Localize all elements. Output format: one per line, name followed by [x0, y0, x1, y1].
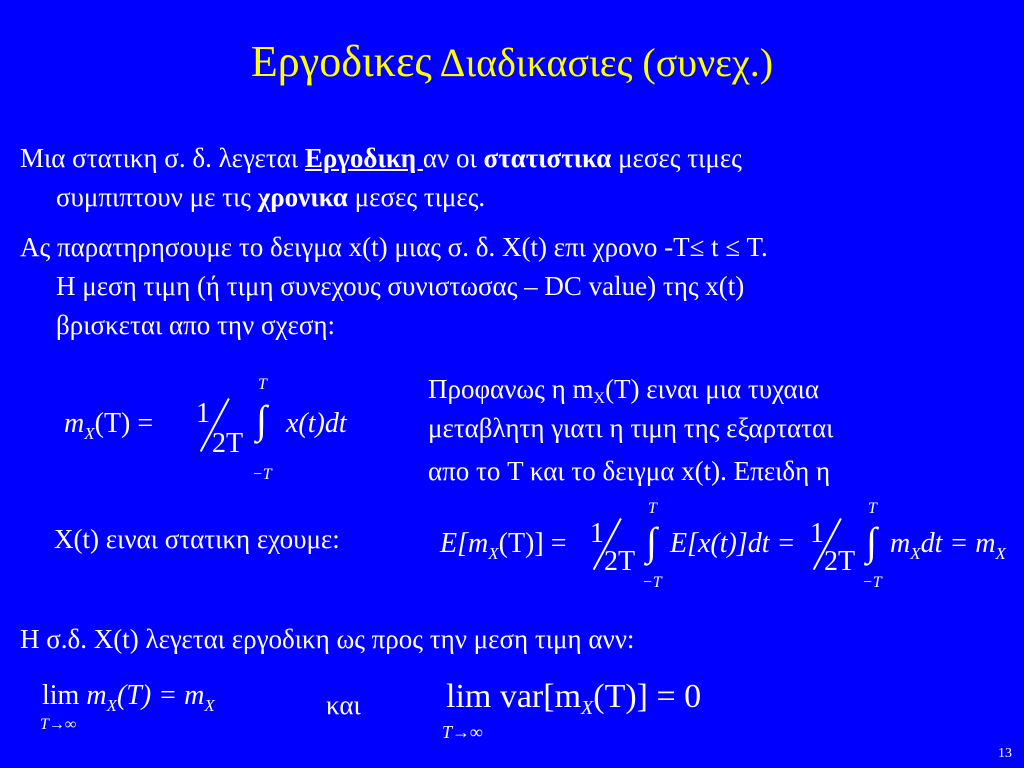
sample-line-2: H μεση τιμη (ή τιμη συνεχους συνιστωσας – DC value) της x(t)	[56, 271, 745, 301]
text: Προφανως η m	[428, 374, 594, 404]
eq-body: x(t)dt	[286, 408, 347, 439]
eq-num: 1	[196, 398, 210, 429]
text: αν οι	[422, 143, 484, 173]
text: μεσες τιμες	[611, 143, 742, 173]
eq-sub: X	[910, 544, 921, 563]
eq-under: T→∞	[442, 722, 483, 742]
eq-text: dt = m	[920, 528, 996, 559]
and-word: και	[326, 690, 361, 720]
text: Μια στατικη σ. δ. λεγεται	[20, 143, 305, 173]
title-main: Εργοδικες	[250, 37, 432, 86]
sample-line-1: Ας παρατηρησουμε το δειγμα x(t) μιας σ. δ. X(t) επι χρονο -T≤ t ≤ T.	[20, 232, 768, 262]
eq-sub: X	[581, 697, 594, 719]
note-line-2: μεταβλητη γιατι η τιμη της εξαρταται	[428, 413, 834, 443]
temporal-term: χρονικα	[257, 182, 348, 212]
eq-text: (T)] = 0	[593, 678, 702, 715]
definition-line-1	[20, 139, 742, 177]
eq-den: 2T	[824, 546, 856, 577]
definition-line-2	[56, 178, 485, 216]
eq-text: m	[86, 680, 107, 711]
eq-upper: T	[868, 500, 877, 517]
eq-text: (T)] =	[498, 528, 567, 559]
eq-num: 1	[810, 518, 824, 549]
eq-sub: X	[204, 696, 215, 715]
ergodic-condition-line: H σ.δ. X(t) λεγεται εργοδικη ως προς την μεση τιμη ανν:	[20, 624, 635, 654]
eq-num: 1	[590, 518, 604, 549]
eq-text: m	[890, 528, 911, 559]
integral-icon: ∫	[866, 519, 877, 564]
note-line-3: απο το T και το δειγμα x(t). Επειδη η	[428, 456, 831, 486]
statistical-term: στατιστικα	[483, 143, 612, 173]
eq-sub: X	[106, 696, 117, 715]
eq-lower: −T	[862, 574, 882, 591]
text: X	[593, 390, 606, 407]
text: (T) ειναι μια τυχαια	[605, 374, 820, 404]
eq-lower: −T	[252, 466, 272, 483]
eq-den: 2T	[212, 428, 244, 459]
integral-icon: ∫	[646, 519, 657, 564]
eq-text: (T) = m	[116, 680, 205, 711]
eq-upper: T	[258, 376, 267, 393]
slide-title	[0, 36, 1024, 87]
eq-m: m	[64, 408, 85, 439]
eq-sub: X	[84, 424, 95, 443]
eq-text: var[m	[499, 678, 582, 715]
eq-under: T→∞	[40, 716, 77, 733]
eq-text: E[x(t)]dt =	[670, 528, 796, 559]
eq-lim: lim	[42, 680, 80, 711]
note-line-1	[428, 370, 819, 413]
text: μεσες τιμες.	[347, 182, 486, 212]
eq-sub: X	[995, 544, 1006, 563]
eq-sub: X	[488, 544, 499, 563]
stationary-line: X(t) ειναι στατικη εχουμε:	[54, 524, 340, 554]
eq-lower: −T	[642, 574, 662, 591]
eq-lim: lim	[446, 678, 492, 715]
sample-line-3: βρισκεται απο την σχεση:	[56, 310, 335, 340]
eq-text: E[m	[440, 528, 489, 559]
text: συμπιπτουν με τις	[56, 182, 258, 212]
eq-arg: (T) =	[94, 408, 154, 439]
eq-den: 2T	[604, 546, 636, 577]
ergodic-term: Εργοδικη	[304, 143, 423, 173]
page-number: 13	[998, 746, 1012, 761]
title-rest: Διαδικασιες (συνεχ.)	[431, 40, 774, 85]
integral-icon: ∫	[256, 397, 267, 442]
eq-upper: T	[648, 500, 657, 517]
